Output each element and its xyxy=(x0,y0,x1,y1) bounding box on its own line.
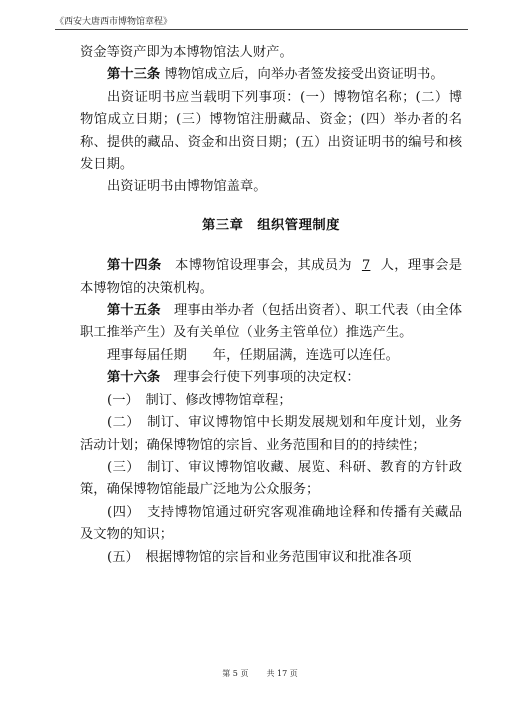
list-item xyxy=(80,547,462,569)
list-text: 制订、审议博物馆中长期发展规划和年度计划，业务活动计划；确保博物馆的宗旨、业务范围和目的的持续性； xyxy=(80,415,463,453)
term-text-a: 理事每届任期 xyxy=(107,347,187,363)
article-text: 理事由举办者（包括出资者）、职工代表（由全体职工推举产生）及有关单位（业务主管单位）推选产生。 xyxy=(80,303,463,341)
list-text: 制订、审议博物馆收藏、展览、科研、教育的方针政策，确保博物馆能最广泛地为公众服务； xyxy=(80,459,463,498)
article-16 xyxy=(80,367,462,389)
list-item xyxy=(80,457,462,502)
total-pages: 共 17 页 xyxy=(266,669,298,678)
header-divider xyxy=(55,29,468,30)
member-count-blank: 7 xyxy=(361,258,371,274)
article-text: 理事会行使下列事项的决定权： xyxy=(173,370,360,386)
article-label: 第十四条 xyxy=(107,258,162,274)
page-footer xyxy=(0,668,520,679)
paragraph-term xyxy=(80,345,462,367)
article-label: 第十六条 xyxy=(107,370,161,386)
paragraph-certificate-items: 出资证明书应当载明下列事项：(一）博物馆名称；(二）博物馆成立日期；(三）博物馆注册藏品、资金；(四）举办者的名称、提供的藏品、资金和出资日期；(五）出资证明书的编号和核发日期。 xyxy=(80,89,462,173)
article-text: 本博物馆设理事会，其成员为 xyxy=(175,258,352,274)
list-text: 支持博物馆通过研究客观准确地诠释和传播有关藏品及文物的知识； xyxy=(80,504,463,543)
article-14 xyxy=(80,255,462,300)
list-item xyxy=(80,412,462,457)
list-item xyxy=(80,390,462,412)
list-number: (五） xyxy=(107,549,133,565)
article-label: 第十五条 xyxy=(107,303,161,319)
article-label: 第十三条 xyxy=(107,67,161,83)
chapter-heading: 第三章 组织管理制度 xyxy=(202,217,340,233)
article-13 xyxy=(80,64,462,86)
paragraph-certificate-seal: 出资证明书由博物馆盖章。 xyxy=(107,179,267,195)
list-number: (一） xyxy=(107,392,133,408)
list-number: (二） xyxy=(107,415,134,431)
list-item xyxy=(80,502,462,547)
list-text: 制订、修改博物馆章程； xyxy=(145,392,292,408)
list-number: (四） xyxy=(107,504,134,520)
list-number: (三） xyxy=(107,459,134,475)
page-number: 第 5 页 xyxy=(222,669,249,678)
article-15 xyxy=(80,300,462,345)
document-body xyxy=(80,42,462,569)
running-header: 《西安大唐西市博物馆章程》 xyxy=(55,17,173,27)
list-text: 根据博物馆的宗旨和业务范围审议和批准各项 xyxy=(145,549,412,565)
term-text-b: 年，任期届满，连选可以连任。 xyxy=(212,347,399,363)
article-text: 人，理事会是本博物馆的决策机构。 xyxy=(80,258,463,296)
article-text: 博物馆成立后，向举办者签发接受出资证明书。 xyxy=(164,67,444,83)
paragraph-continuation: 资金等资产即为本博物馆法人财产。 xyxy=(80,45,293,60)
